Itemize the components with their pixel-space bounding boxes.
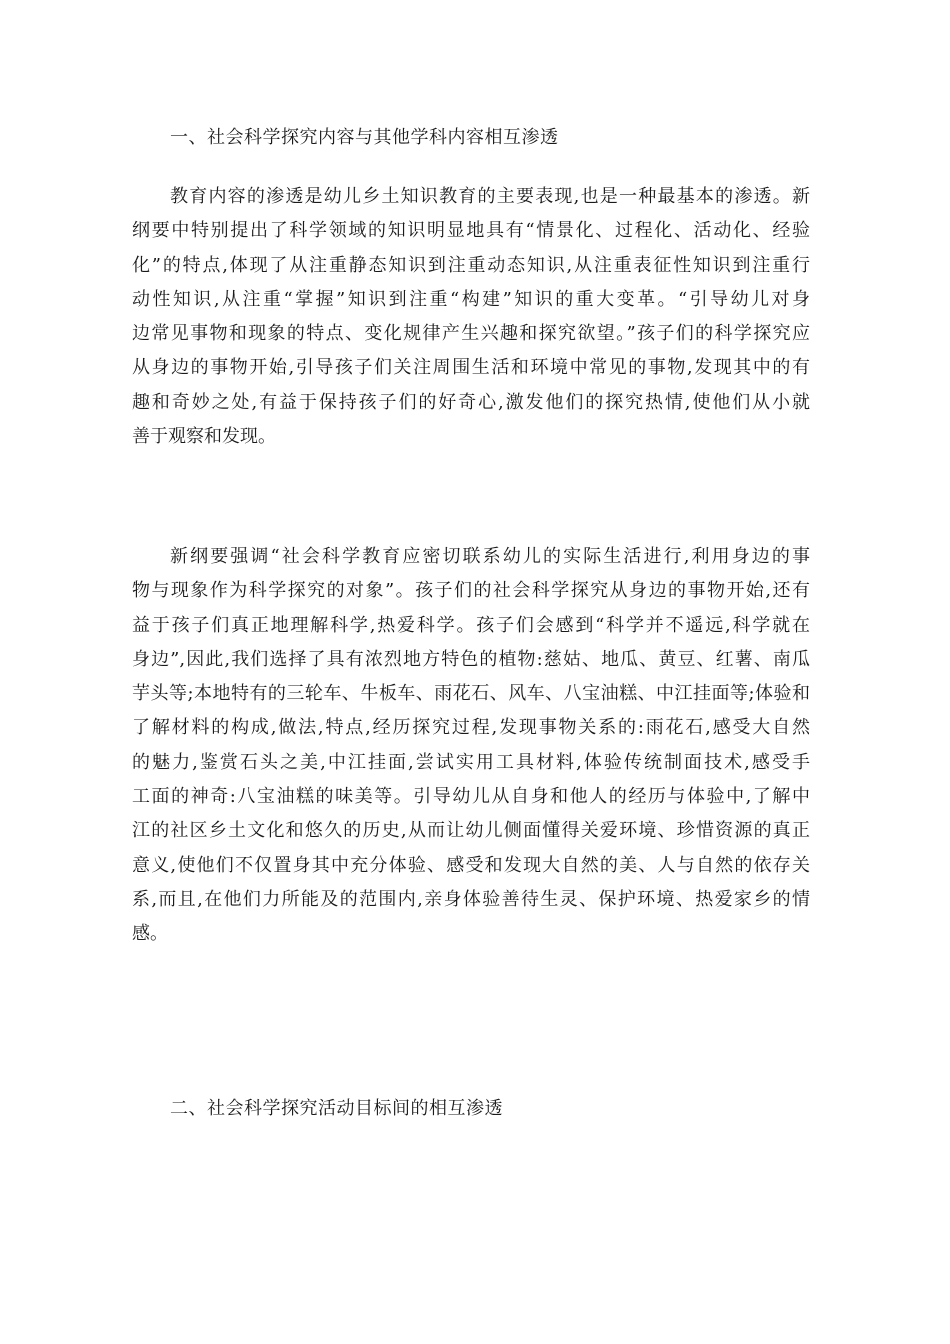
paragraph-line: 边常见事物和现象的特点、变化规律产生兴趣和探究欲望。”孩子们的科学探究应 — [132, 323, 810, 345]
paragraph-line: 益于孩子们真正地理解科学,热爱科学。孩子们会感到“科学并不遥远,科学就在 — [132, 614, 810, 636]
section-heading-2: 二、社会科学探究活动目标间的相互渗透 — [170, 1098, 503, 1119]
paragraph-line: 了解材料的构成,做法,特点,经历探究过程,发现事物关系的:雨花石,感受大自然 — [132, 717, 810, 739]
paragraph-line: 感。 — [132, 923, 168, 945]
paragraph-line: 化”的特点,体现了从注重静态知识到注重动态知识,从注重表征性知识到注重行 — [132, 254, 810, 276]
paragraph-line: 趣和奇妙之处,有益于保持孩子们的好奇心,激发他们的探究热情,使他们从小就 — [132, 391, 810, 413]
paragraph-line: 新纲要强调“社会科学教育应密切联系幼儿的实际生活进行,利用身边的事 — [170, 546, 810, 567]
section-heading-1: 一、社会科学探究内容与其他学科内容相互渗透 — [170, 127, 559, 148]
paragraph-line: 动性知识,从注重“掌握”知识到注重“构建”知识的重大变革。“引导幼儿对身 — [132, 288, 810, 310]
paragraph-line: 善于观察和发现。 — [132, 426, 276, 448]
paragraph-line: 的魅力,鉴赏石头之美,中江挂面,尝试实用工具材料,体验传统制面技术,感受手 — [132, 751, 810, 773]
paragraph-line: 意义,使他们不仅置身其中充分体验、感受和发现大自然的美、人与自然的依存关 — [132, 854, 810, 876]
paragraph-2 — [132, 540, 810, 952]
paragraph-1 — [132, 180, 810, 454]
paragraph-line: 芋头等;本地特有的三轮车、牛板车、雨花石、风车、八宝油糕、中江挂面等;体验和 — [132, 683, 810, 705]
paragraph-line: 身边”,因此,我们选择了具有浓烈地方特色的植物:慈姑、地瓜、黄豆、红薯、南瓜 — [132, 648, 810, 670]
paragraph-line: 从身边的事物开始,引导孩子们关注周围生活和环境中常见的事物,发现其中的有 — [132, 357, 810, 379]
paragraph-line: 江的社区乡土文化和悠久的历史,从而让幼儿侧面懂得关爱环境、珍惜资源的真正 — [132, 820, 810, 842]
paragraph-line: 纲要中特别提出了科学领域的知识明显地具有“情景化、过程化、活动化、经验 — [132, 220, 810, 242]
paragraph-line: 系,而且,在他们力所能及的范围内,亲身体验善待生灵、保护环境、热爱家乡的情 — [132, 888, 810, 910]
paragraph-line: 物与现象作为科学探究的对象”。孩子们的社会科学探究从身边的事物开始,还有 — [132, 580, 810, 602]
paragraph-line: 工面的神奇:八宝油糕的味美等。引导幼儿从自身和他人的经历与体验中,了解中 — [132, 786, 810, 808]
paragraph-line: 教育内容的渗透是幼儿乡土知识教育的主要表现,也是一种最基本的渗透。新 — [170, 186, 810, 207]
